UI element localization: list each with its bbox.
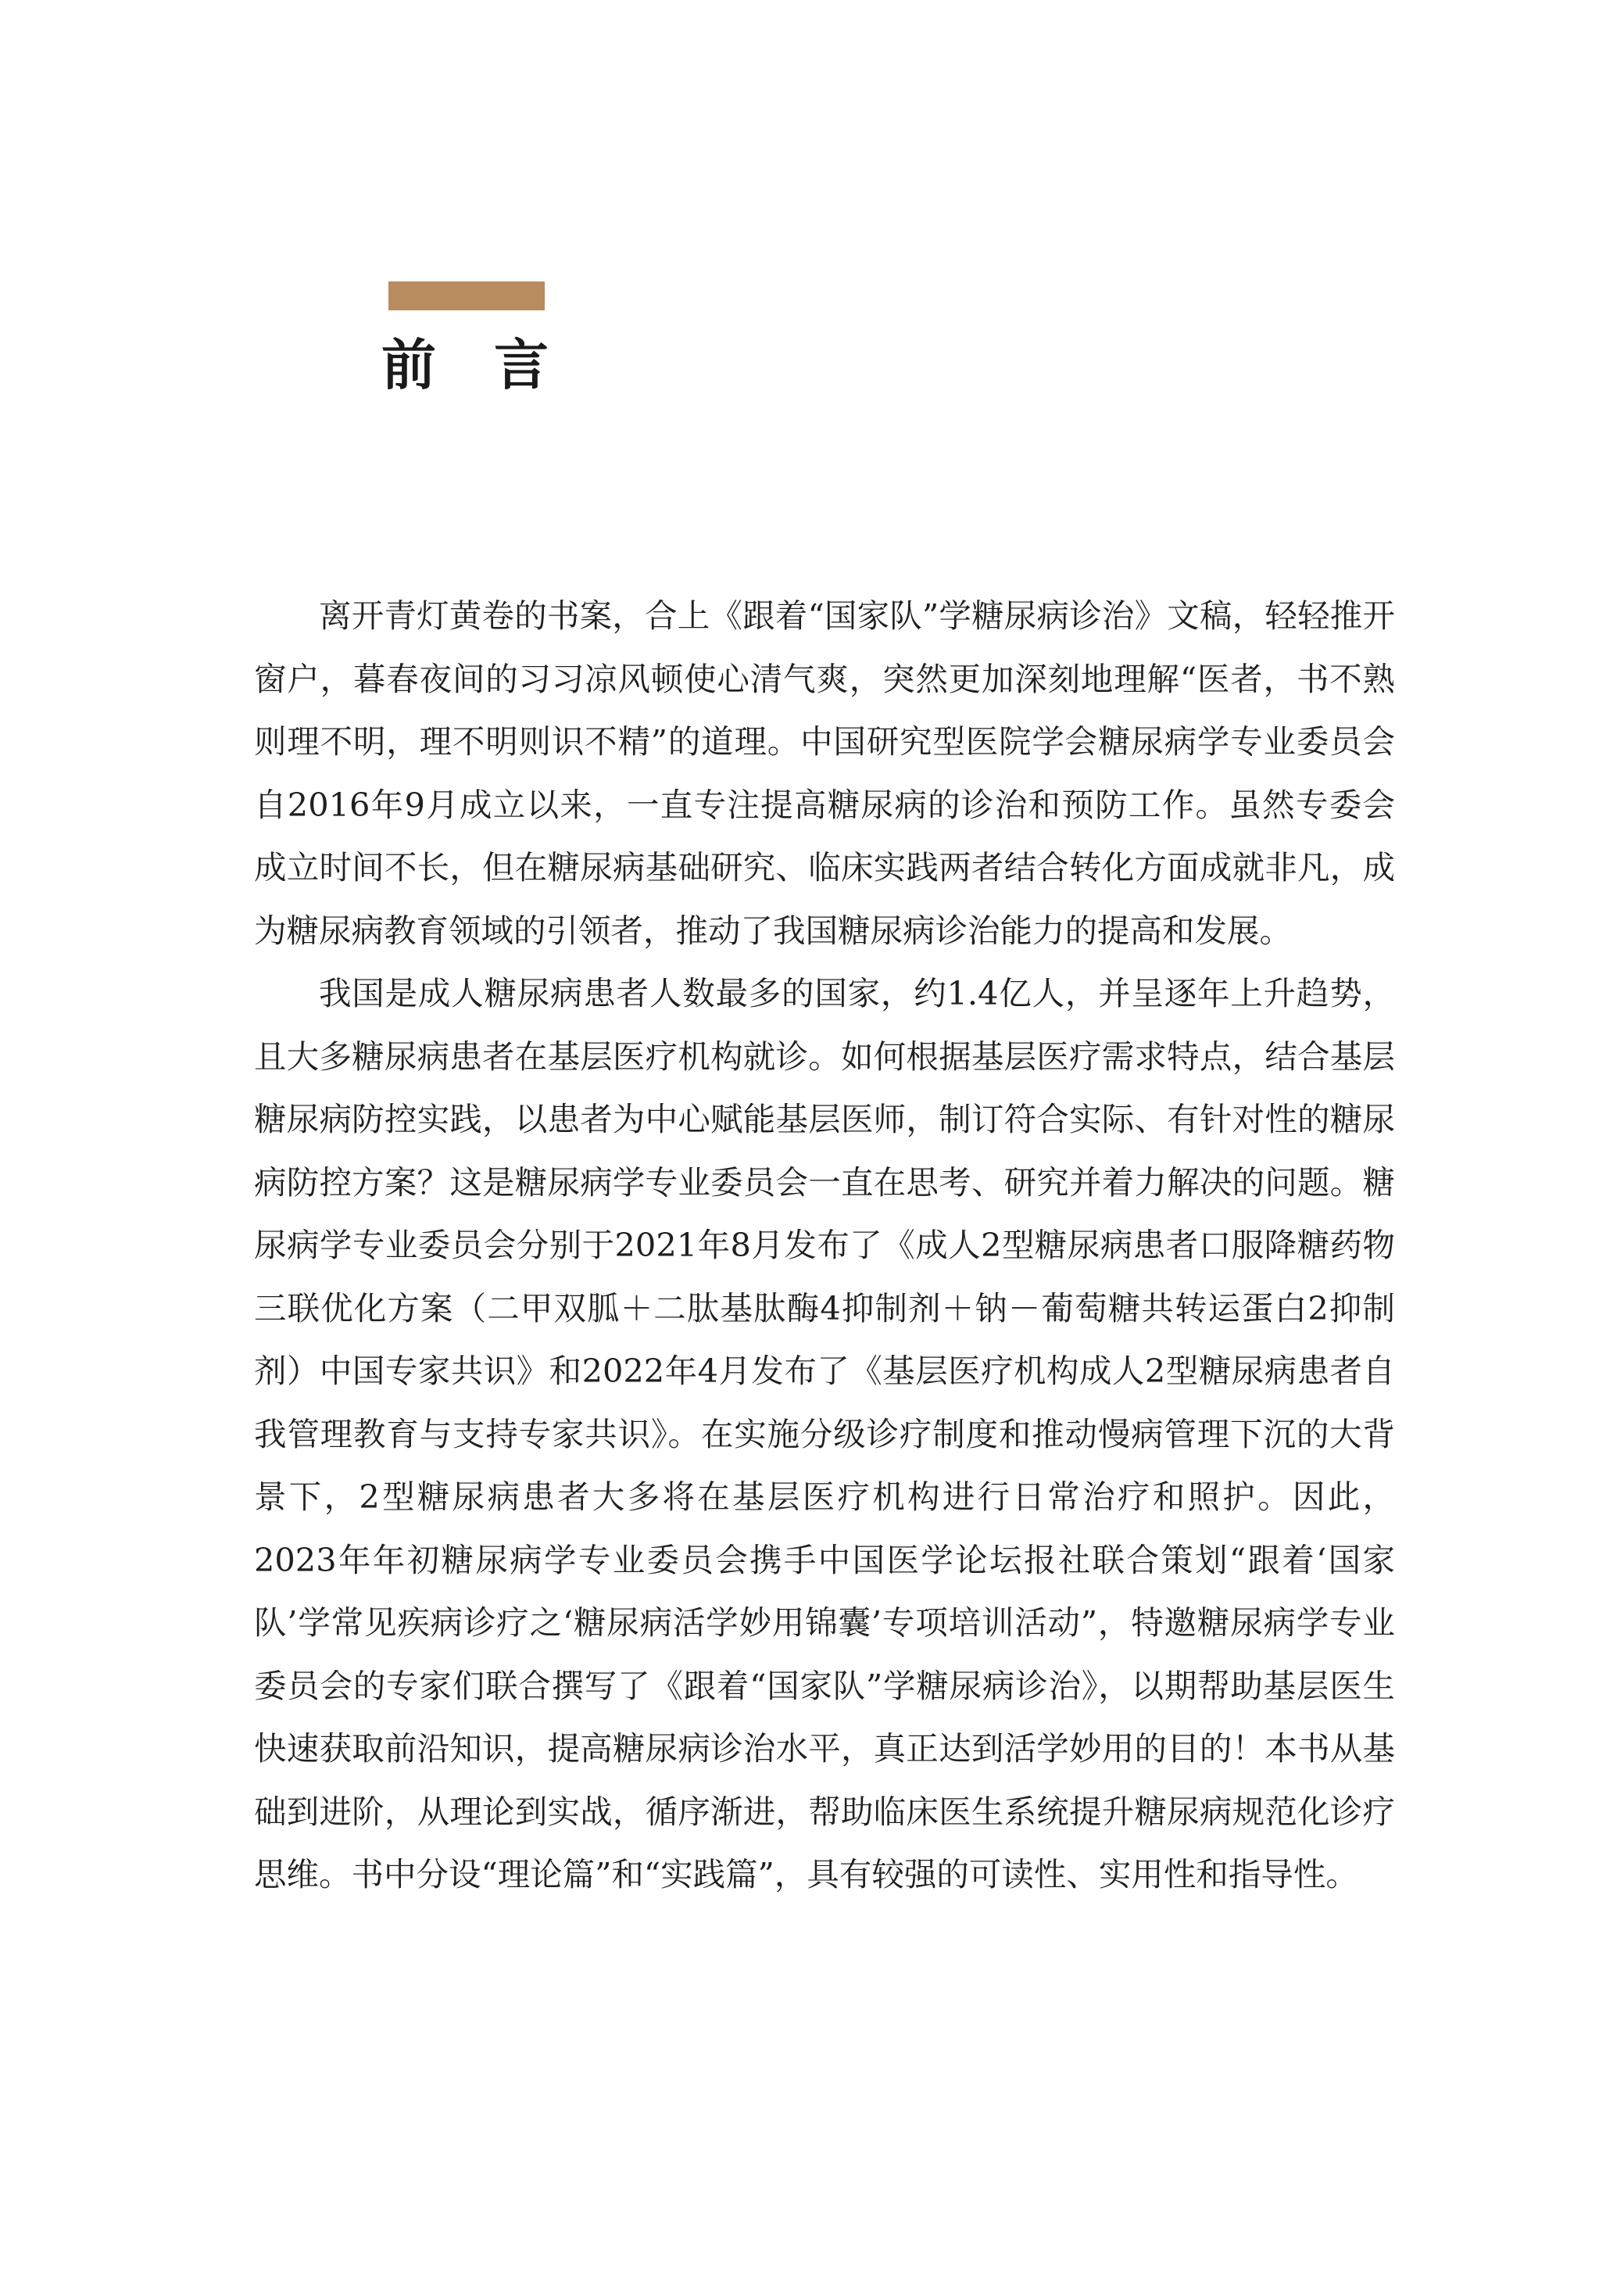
preface-body xyxy=(254,585,1395,1907)
title-accent-bar xyxy=(388,281,545,310)
paragraph: 我国是成人糖尿病患者人数最多的国家，约1.4亿人，并呈逐年上升趋势，且大多糖尿病患者在基层医疗机构就诊。如何根据基层医疗需求特点，结合基层糖尿病防控实践，以患者为中心赋能基层医师，制订符合实际、有针对性的糖尿病防控方案？这是糖尿病学专业委员会一直在思考、研究并着力解决的问题。糖尿病学专业委员会分别于2021年8月发布了《成人2型糖尿病患者口服降糖药物三联优化方案（二甲双胍＋二肽基肽酶4抑制剂＋钠－葡萄糖共转运蛋白2抑制剂）中国专家共识》和2022年4月发布了《基层医疗机构成人2型糖尿病患者自我管理教育与支持专家共识》。在实施分级诊疗制度和推动慢病管理下沉的大背景下，2型糖尿病患者大多将在基层医疗机构进行日常治疗和照护。因此，2023年年初糖尿病学专业委员会携手中国医学论坛报社联合策划“跟着‘国家队’学常见疾病诊疗之‘糖尿病活学妙用锦囊’专项培训活动”，特邀糖尿病学专业委员会的专家们联合撰写了《跟着“国家队”学糖尿病诊治》，以期帮助基层医生快速获取前沿知识，提高糖尿病诊治水平，真正达到活学妙用的目的！本书从基础到进阶，从理论到实战，循序渐进，帮助临床医生系统提升糖尿病规范化诊疗思维。书中分设“理论篇”和“实践篇”，具有较强的可读性、实用性和指导性。 xyxy=(254,974,1395,1893)
paragraph: 离开青灯黄卷的书案，合上《跟着“国家队”学糖尿病诊治》文稿，轻轻推开窗户，暮春夜间的习习凉风顿使心清气爽，突然更加深刻地理解“医者，书不熟则理不明，理不明则识不精”的道理。中国研究型医院学会糖尿病学专业委员会自2016年9月成立以来，一直专注提高糖尿病的诊治和预防工作。虽然专委会成立时间不长，但在糖尿病基础研究、临床实践两者结合转化方面成就非凡，成为糖尿病教育领域的引领者，推动了我国糖尿病诊治能力的提高和发展。 xyxy=(254,596,1395,950)
page-title: 前言 xyxy=(381,332,606,397)
